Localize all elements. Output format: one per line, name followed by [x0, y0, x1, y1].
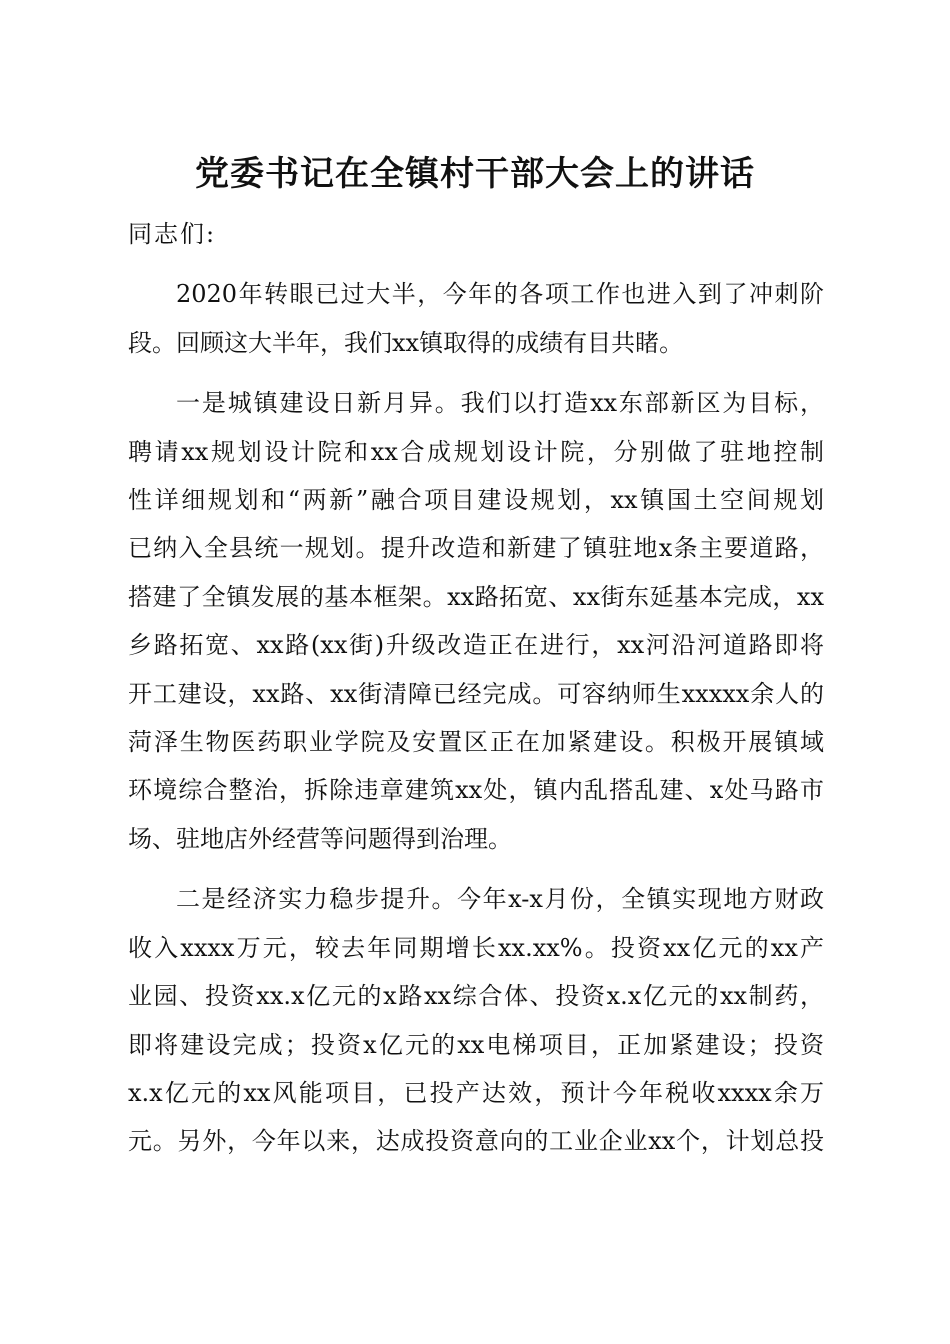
paragraph-2 [128, 379, 824, 863]
paragraph-line: 已纳入全县统一规划。提升改造和新建了镇驻地x条主要道路， [128, 534, 824, 563]
paragraph-line: 乡路拓宽、xx路(xx街)升级改造正在进行，xx河沿河道路即将 [128, 631, 824, 660]
paragraph-line: 2020年转眼已过大半，今年的各项工作也进入到了冲刺阶 [176, 280, 824, 309]
paragraph-line: 场、驻地店外经营等问题得到治理。 [128, 824, 512, 853]
paragraph-line: 元。另外，今年以来，达成投资意向的工业企业xx个，计划总投 [128, 1127, 824, 1156]
paragraph-line: 搭建了全镇发展的基本框架。xx路拓宽、xx街东延基本完成，xx [128, 582, 824, 611]
paragraph-line: 菏泽生物医药职业学院及安置区正在加紧建设。积极开展镇域 [128, 728, 824, 757]
document-title: 党委书记在全镇村干部大会上的讲话 [195, 154, 755, 194]
paragraph-line: 一是城镇建设日新月异。我们以打造xx东部新区为目标， [176, 389, 824, 418]
paragraph-1 [128, 270, 824, 367]
paragraph-line: 业园、投资xx.x亿元的x路xx综合体、投资x.x亿元的xx制药， [128, 982, 824, 1011]
salutation: 同志们: [128, 220, 217, 248]
paragraph-line: 收入xxxx万元，较去年同期增长xx.xx%。投资xx亿元的xx产 [128, 933, 824, 962]
paragraph-line: x.x亿元的xx风能项目，已投产达效，预计今年税收xxxx余万 [128, 1078, 824, 1107]
paragraph-line: 聘请xx规划设计院和xx合成规划设计院，分别做了驻地控制 [128, 437, 824, 466]
document-body [128, 210, 824, 1178]
paragraph-line: 段。回顾这大半年，我们xx镇取得的成绩有目共睹。 [128, 328, 684, 357]
paragraph-3 [128, 875, 824, 1165]
paragraph-line: 二是经济实力稳步提升。今年x-x月份，全镇实现地方财政 [176, 885, 824, 914]
paragraph-line: 开工建设，xx路、xx街清障已经完成。可容纳师生xxxxx余人的 [128, 679, 824, 708]
paragraph-line: 即将建设完成；投资x亿元的xx电梯项目，正加紧建设；投资 [128, 1030, 824, 1059]
paragraph-line: 环境综合整治，拆除违章建筑xx处，镇内乱搭乱建、x处马路市 [128, 776, 824, 805]
paragraph-line: 性详细规划和“两新”融合项目建设规划，xx镇国土空间规划 [128, 486, 824, 515]
